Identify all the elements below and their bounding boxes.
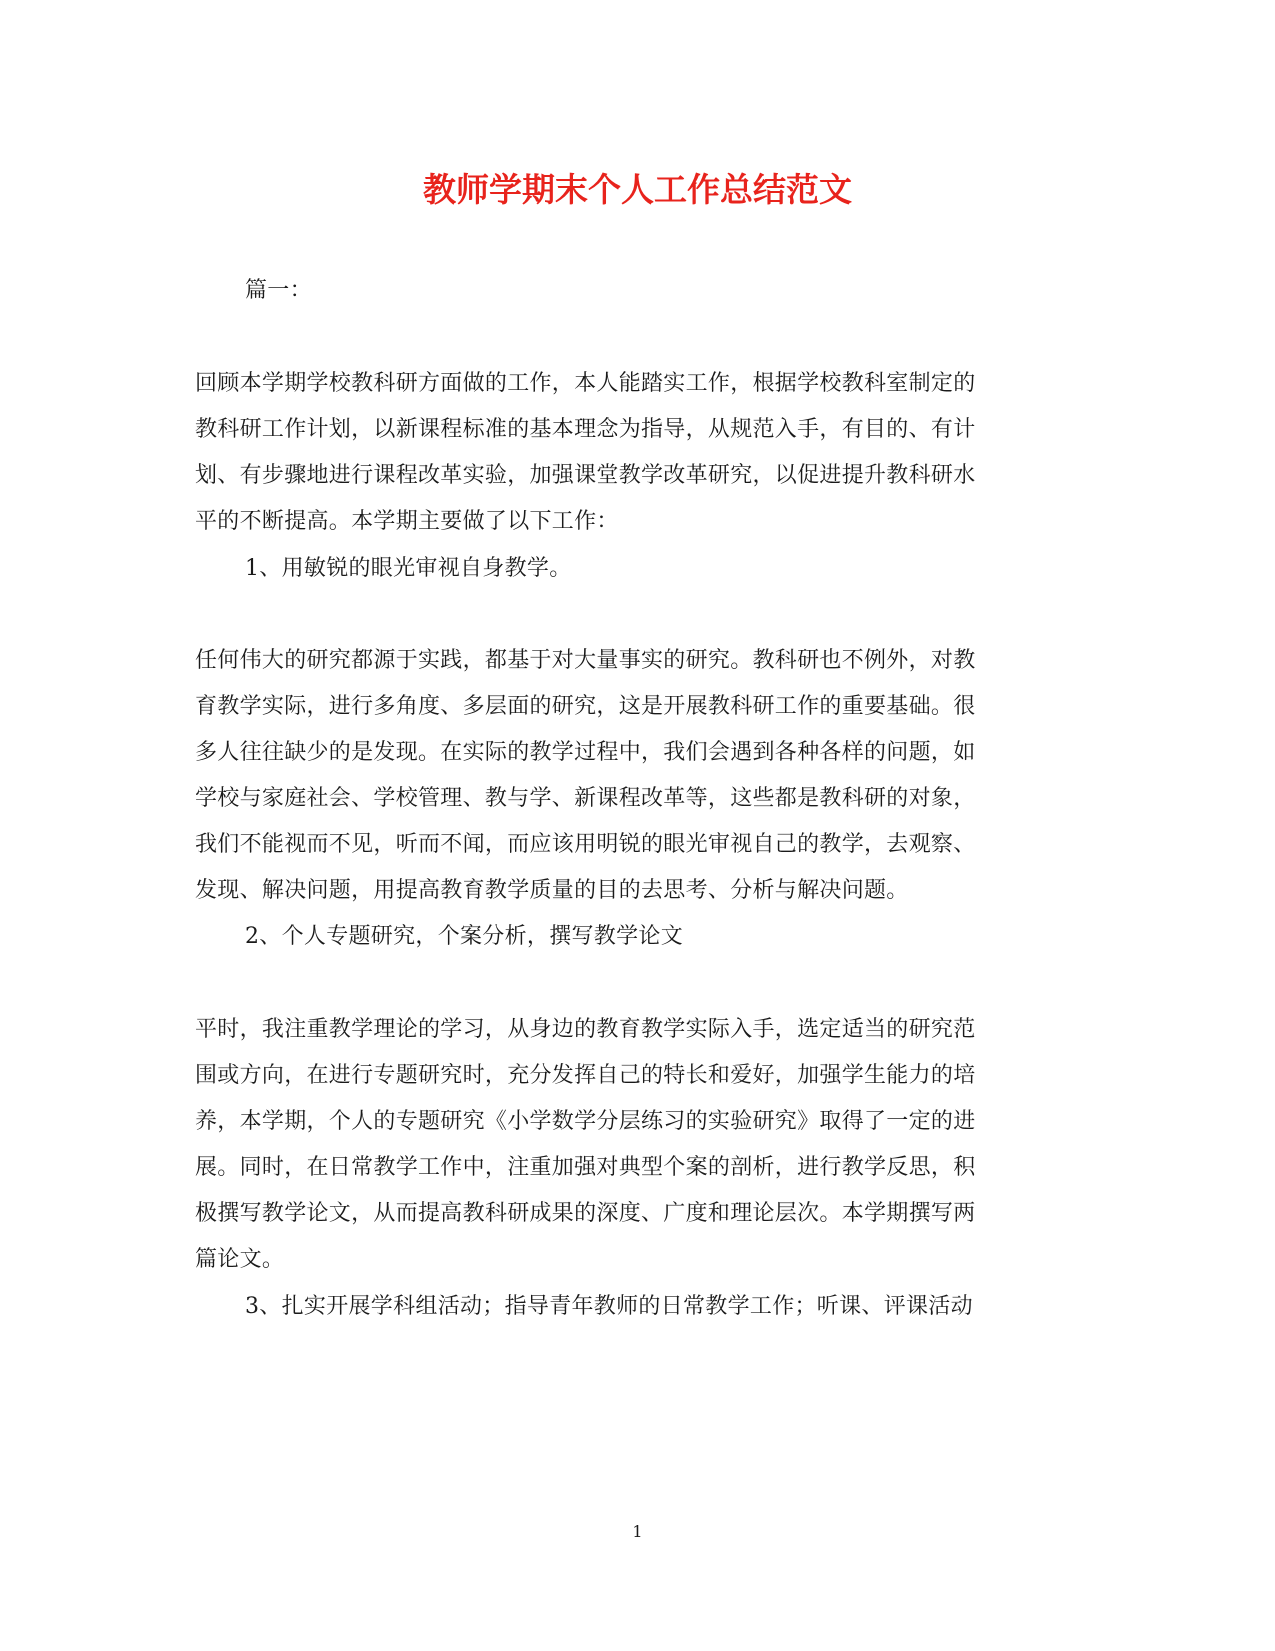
paragraph-line: 多人往往缺少的是发现。在实际的教学过程中，我们会遇到各种各样的问题，如	[195, 740, 976, 765]
paragraph-line: 学校与家庭社会、学校管理、教与学、新课程改革等，这些都是教科研的对象，	[195, 786, 976, 811]
paragraph-line: 平的不断提高。本学期主要做了以下工作：	[195, 509, 619, 534]
list-item-heading: 3、扎实开展学科组活动；指导青年教师的日常教学工作；听课、评课活动	[245, 1294, 973, 1319]
paragraph-line: 平时，我注重教学理论的学习，从身边的教育教学实际入手，选定适当的研究范	[195, 1017, 976, 1042]
paragraph-line: 划、有步骤地进行课程改革实验，加强课堂教学改革研究，以促进提升教科研水	[195, 463, 976, 488]
section-label: 篇一：	[245, 278, 312, 303]
paragraph-line: 展。同时，在日常教学工作中，注重加强对典型个案的剖析，进行教学反思，积	[195, 1155, 976, 1180]
paragraph-line: 极撰写教学论文，从而提高教科研成果的深度、广度和理论层次。本学期撰写两	[195, 1201, 976, 1226]
paragraph-line: 育教学实际，进行多角度、多层面的研究，这是开展教科研工作的重要基础。很	[195, 694, 976, 719]
paragraph-line: 养，本学期，个人的专题研究《小学数学分层练习的实验研究》取得了一定的进	[195, 1109, 976, 1134]
document-title: 教师学期末个人工作总结范文	[423, 170, 852, 209]
page-number: 1	[632, 1522, 643, 1541]
list-item-heading: 2、个人专题研究，个案分析，撰写教学论文	[245, 924, 683, 949]
paragraph-line: 任何伟大的研究都源于实践，都基于对大量事实的研究。教科研也不例外，对教	[195, 648, 976, 673]
paragraph-line: 篇论文。	[195, 1247, 285, 1272]
paragraph-line: 教科研工作计划，以新课程标准的基本理念为指导，从规范入手，有目的、有计	[195, 417, 976, 442]
list-item-heading: 1、用敏锐的眼光审视自身教学。	[245, 556, 572, 581]
paragraph-line: 围或方向，在进行专题研究时，充分发挥自己的特长和爱好，加强学生能力的培	[195, 1063, 976, 1088]
paragraph-line: 我们不能视而不见，听而不闻，而应该用明锐的眼光审视自己的教学，去观察、	[195, 832, 976, 857]
paragraph-line: 回顾本学期学校教科研方面做的工作，本人能踏实工作，根据学校教科室制定的	[195, 371, 976, 396]
paragraph-line: 发现、解决问题，用提高教育教学质量的目的去思考、分析与解决问题。	[195, 878, 909, 903]
